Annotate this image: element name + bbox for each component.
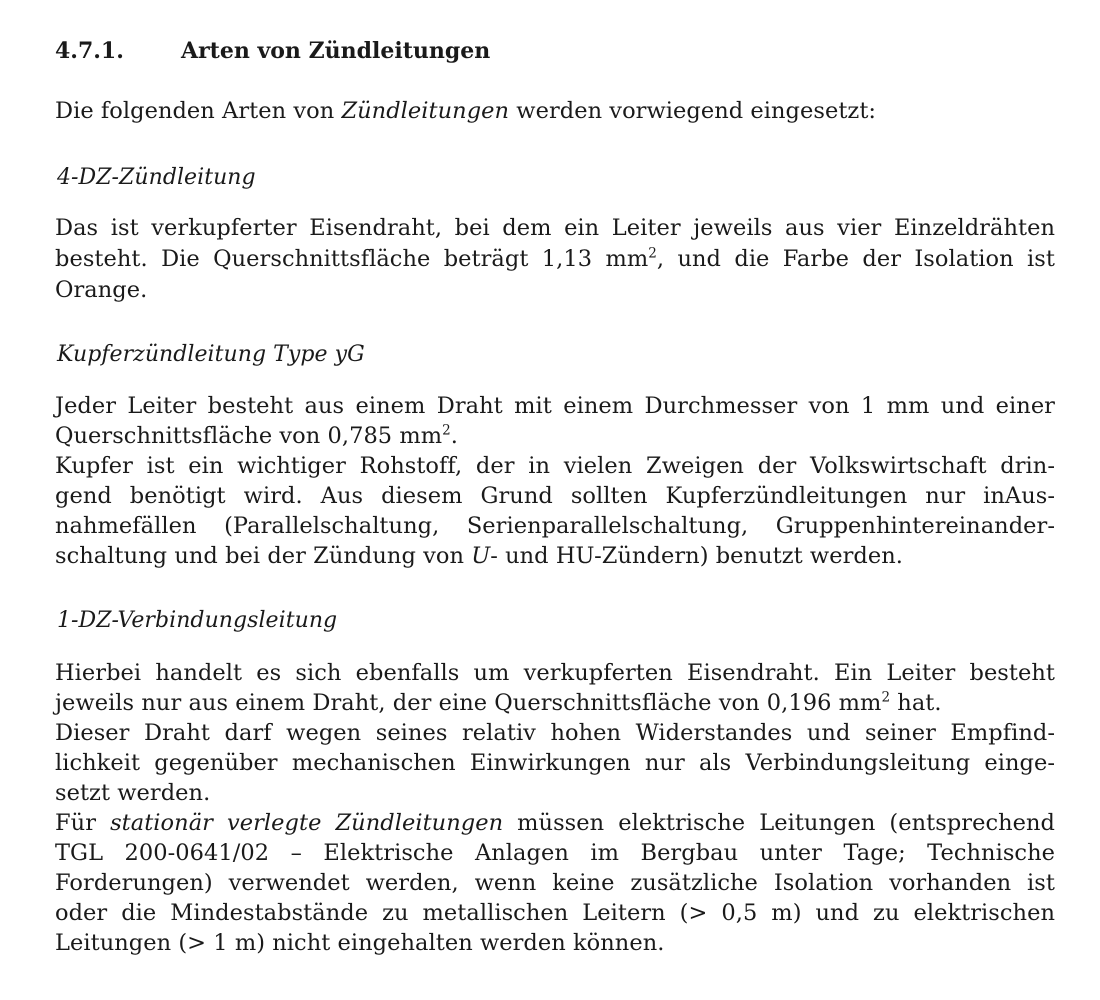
document-page: 4.7.1. Arten von Zündleitungen Die folgenden Arten von Zündleitungen werden vorwiegend eingesetzt: 4-DZ-Zündleitung Das ist verkupferter Eisendraht, bei dem ein Leiter jeweils aus vier Einzeldrähten besteht. Die Querschnittsfläche beträgt 1,13 $mm^2$, und die Farbe der Isolation ist Orange. Kupferzündleitung Type yG Jeder Leiter besteht aus einem Draht mit einem Durchmesser von 1 mm und einer Querschnittsfläche von 0,785 $mm^2$. Kupfer ist ein wichtiger Rohstoff, der in vielen Zweigen der Volkswirtschaft drin- gend benötigt wird. Aus diesem Grund sollten Kupferzündleitungen nur inAus- nahmefällen (Parallelschaltung, Serienparallelschaltung, Gruppenhintereinander- schaltung und bei der Zündung von U- und HU-Zündern) benutzt werden. 1-DZ-Verbindungsleitung Hierbei handelt es sich ebenfalls um verkupferten Eisendraht. Ein Leiter besteht jeweils nur aus einem Draht, der eine Querschnittsfläche von 0,196 $mm^2$ hat. Dieser Draht darf wegen seines relativ hohen Widerstandes und seiner Empfind- lichkeit gegenüber mechanischen Einwirkungen nur als Verbindungsleitung einge- setzt werden. Für stationär verlegte Zündleitungen müssen elektrische Leitungen (entsprechend TGL 200-0641/02 – Elektrische Anlagen im Bergbau unter Tage; Technische Forderungen) verwendet werden, wenn keine zusätzliche Isolation vorhanden ist oder die Mindestabstände zu metallischen Leitern (> 0,5 m) und zu elektrischen Leitungen (> 1 m) nicht eingehalten werden können.	[55, 38, 1055, 956]
emphasis-stationaer: stationär verlegte Zündleitungen	[110, 810, 504, 836]
subheading-1dz: 1-DZ-Verbindungsleitung	[57, 608, 338, 633]
subheading-kupfer: Kupferzündleitung Type yG	[57, 342, 365, 367]
intro-emphasis: Zündleitungen	[341, 98, 510, 124]
section-number: 4.7.1.	[55, 38, 124, 64]
subheading-4dz: 4-DZ-Zündleitung	[57, 165, 256, 190]
section-title: Arten von Zündleitungen	[181, 38, 491, 64]
section-heading	[55, 38, 491, 64]
intro-paragraph: Die folgenden Arten von Zündleitungen werden vorwiegend eingesetzt:	[55, 98, 877, 124]
